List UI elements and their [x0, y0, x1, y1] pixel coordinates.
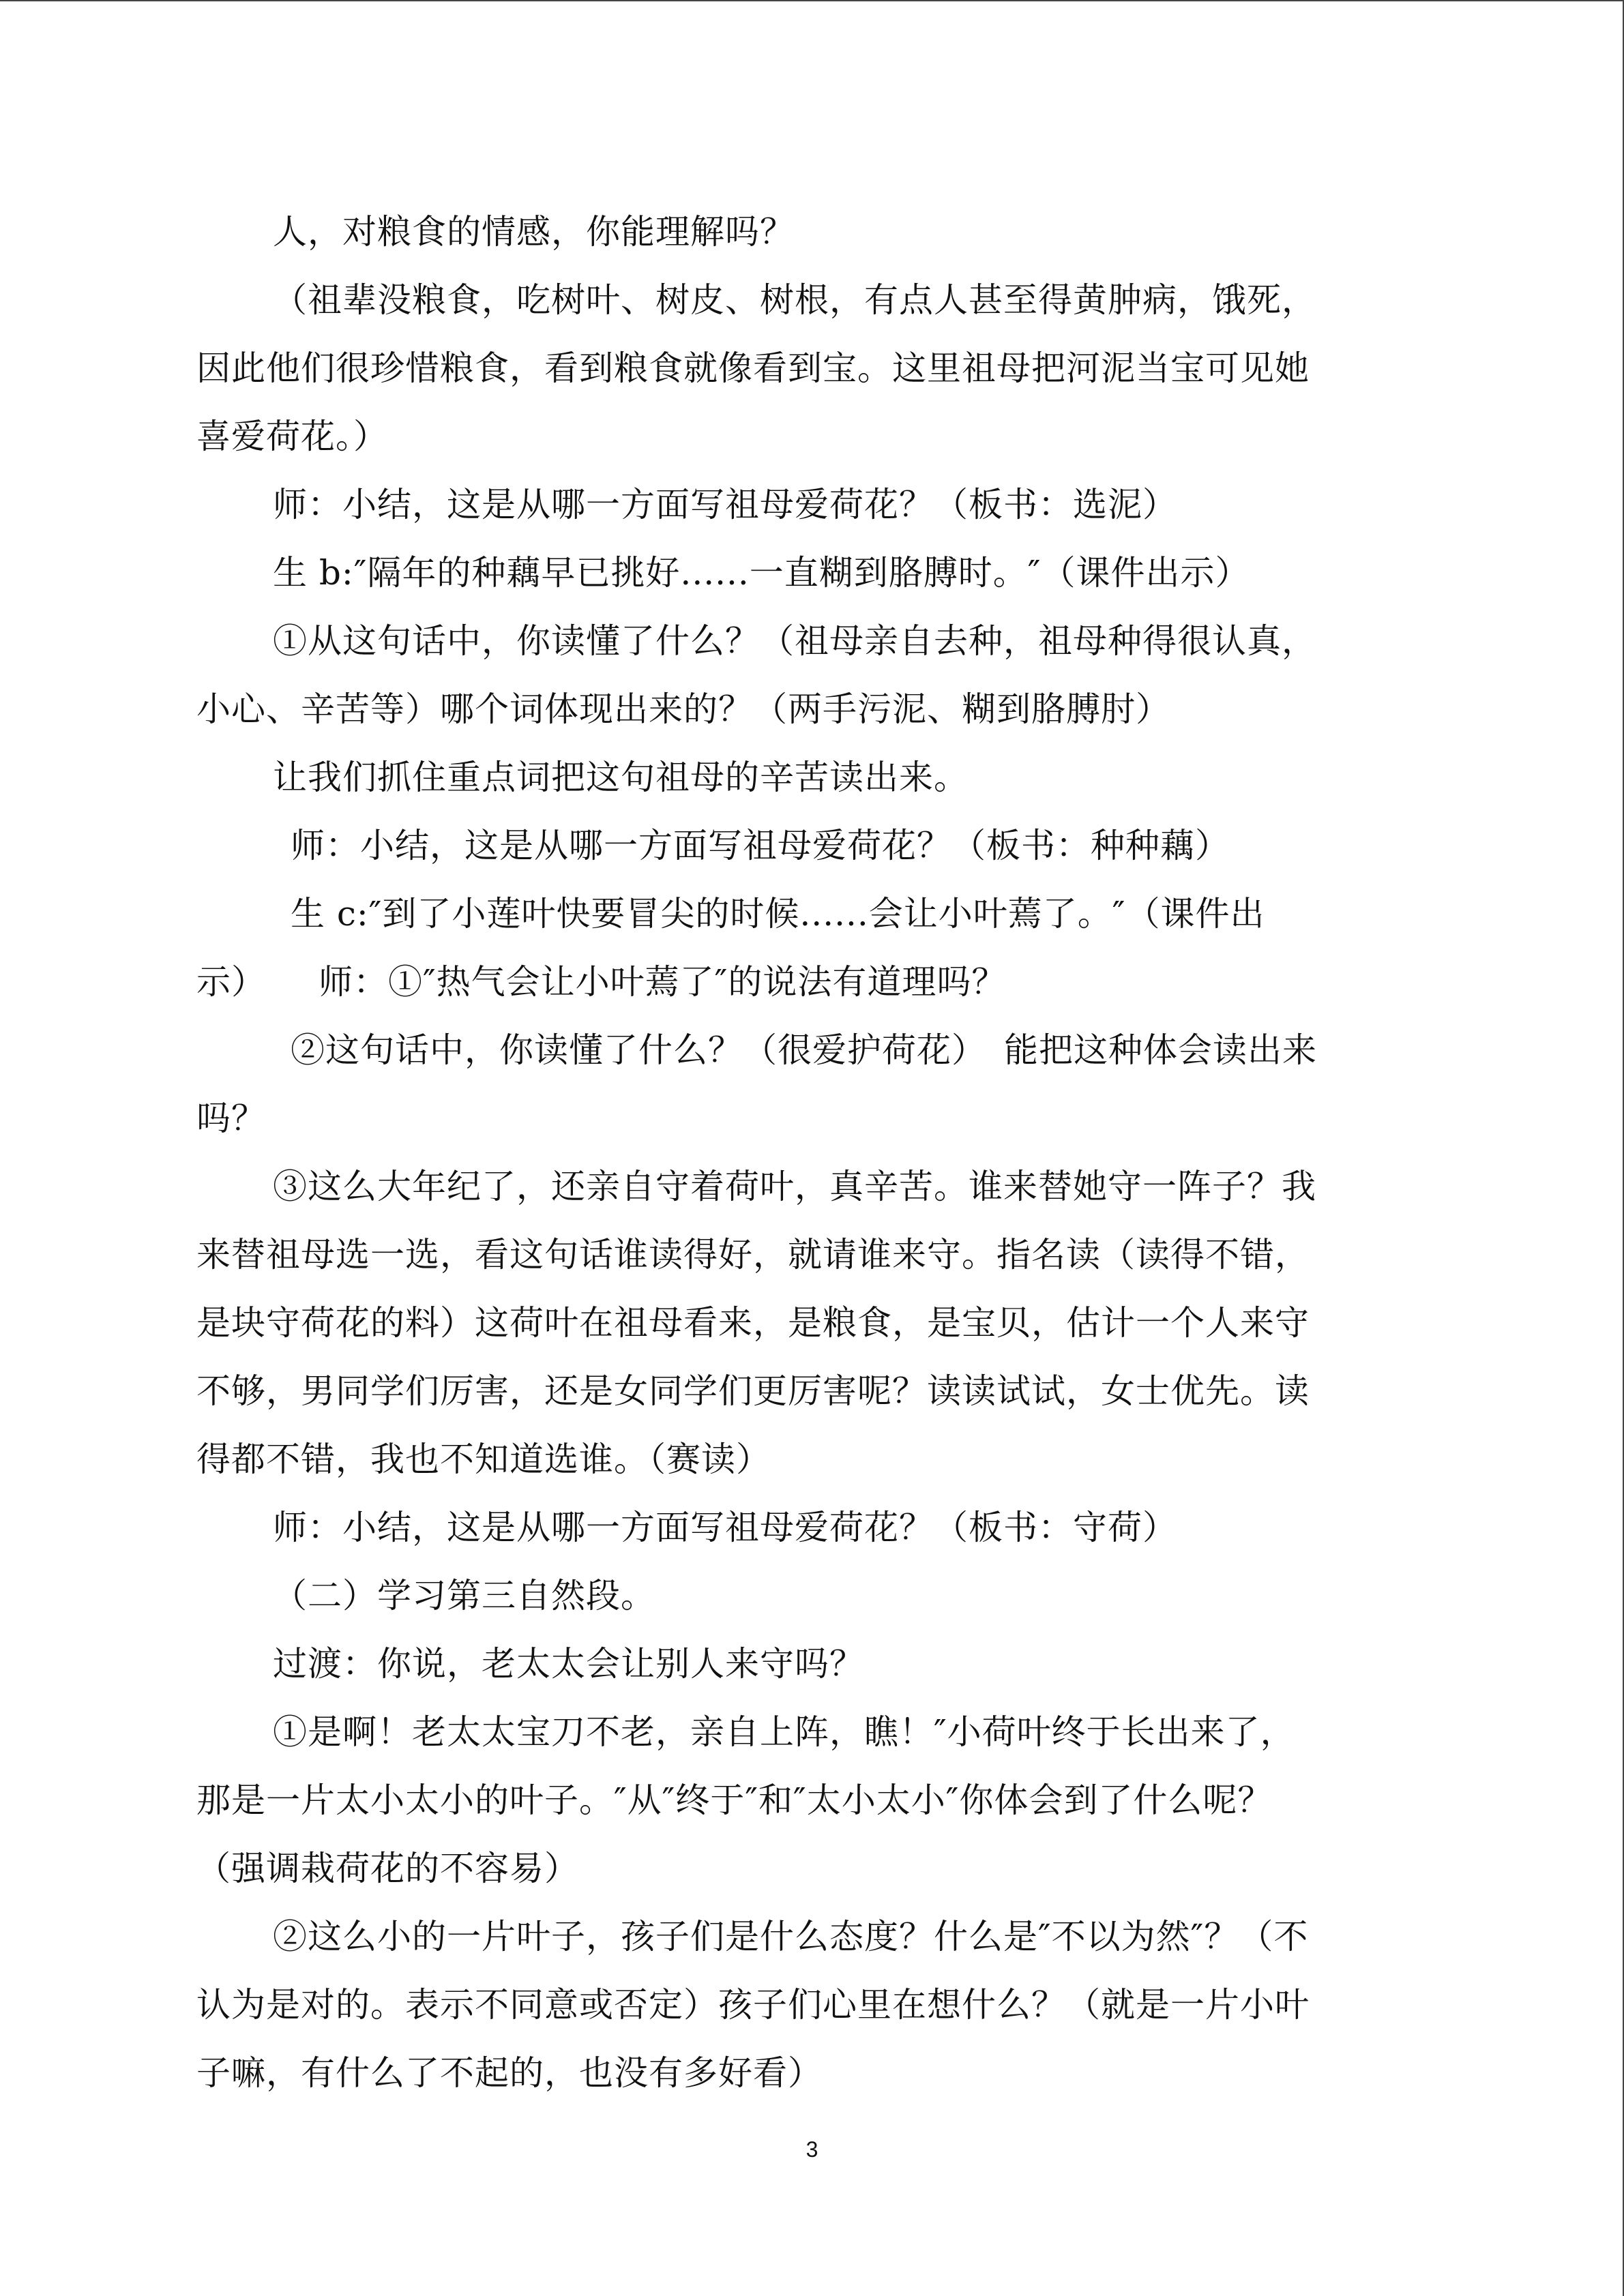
text-line: 师：小结，这是从哪一方面写祖母爱荷花？（板书：守荷） — [273, 1508, 1177, 1547]
text-line: 人，对粮食的情感，你能理解吗？ — [273, 212, 795, 252]
text-line: 示） 师：①″热气会让小叶蔫了″的说法有道理吗？ — [196, 962, 1007, 1002]
text-line: 子嘛，有什么了不起的，也没有多好看） — [196, 2053, 823, 2093]
text-line: 生 c:″到了小莲叶快要冒尖的时候......会让小叶蔫了。″（课件出 — [291, 894, 1265, 934]
text-line: （祖辈没粮食，吃树叶、树皮、树根，有点人甚至得黄肿病，饿死， — [273, 280, 1316, 320]
text-line: 是块守荷花的料）这荷叶在祖母看来，是粮食，是宝贝，估计一个人来守 — [196, 1303, 1310, 1343]
text-line: 来替祖母选一选，看这句话谁读得好，就请谁来守。指名读（读得不错， — [196, 1235, 1310, 1274]
text-line: 吗？ — [196, 1099, 266, 1138]
text-line: ①从这句话中，你读懂了什么？（祖母亲自去种，祖母种得很认真， — [273, 621, 1316, 661]
text-line: 过渡：你说，老太太会让别人来守吗？ — [273, 1644, 864, 1684]
text-line: 认为是对的。表示不同意或否定）孩子们心里在想什么？（就是一片小叶 — [196, 1985, 1310, 2025]
text-line: 那是一片太小太小的叶子。″从″终于″和″太小太小″你体会到了什么呢？ — [196, 1780, 1273, 1820]
text-line: 师：小结，这是从哪一方面写祖母爱荷花？（板书：种种藕） — [291, 826, 1230, 865]
text-line: ②这句话中，你读懂了什么？（很爱护荷花） 能把这种体会读出来 — [291, 1030, 1317, 1070]
text-line: 让我们抓住重点词把这句祖母的辛苦读出来。 — [273, 758, 969, 797]
text-line: ③这么大年纪了，还亲自守着荷叶，真辛苦。谁来替她守一阵子？我 — [273, 1167, 1316, 1206]
text-line: 小心、辛苦等）哪个词体现出来的？（两手污泥、糊到胳膊肘） — [196, 689, 1170, 729]
text-line: 得都不错，我也不知道选谁。（赛读） — [196, 1440, 771, 1479]
text-line: ②这么小的一片叶子，孩子们是什么态度？什么是″不以为然″？（不 — [273, 1917, 1309, 1956]
text-line: （二）学习第三自然段。 — [273, 1576, 655, 1615]
text-line: （强调栽荷花的不容易） — [196, 1849, 579, 1888]
text-line: ①是啊！老太太宝刀不老，亲自上阵，瞧！″小荷叶终于长出来了， — [273, 1712, 1295, 1752]
text-line: 不够，男同学们厉害，还是女同学们更厉害呢？读读试试，女士优先。读 — [196, 1371, 1310, 1411]
text-line: 生 b:″隔年的种藕早已挑好......一直糊到胳膊时。″（课件出示） — [273, 553, 1250, 593]
text-line: 师：小结，这是从哪一方面写祖母爱荷花？（板书：选泥） — [273, 485, 1177, 524]
text-line: 因此他们很珍惜粮食，看到粮食就像看到宝。这里祖母把河泥当宝可见她 — [196, 348, 1310, 388]
page-number: 3 — [806, 2137, 818, 2162]
text-line: 喜爱荷花。） — [196, 417, 388, 456]
